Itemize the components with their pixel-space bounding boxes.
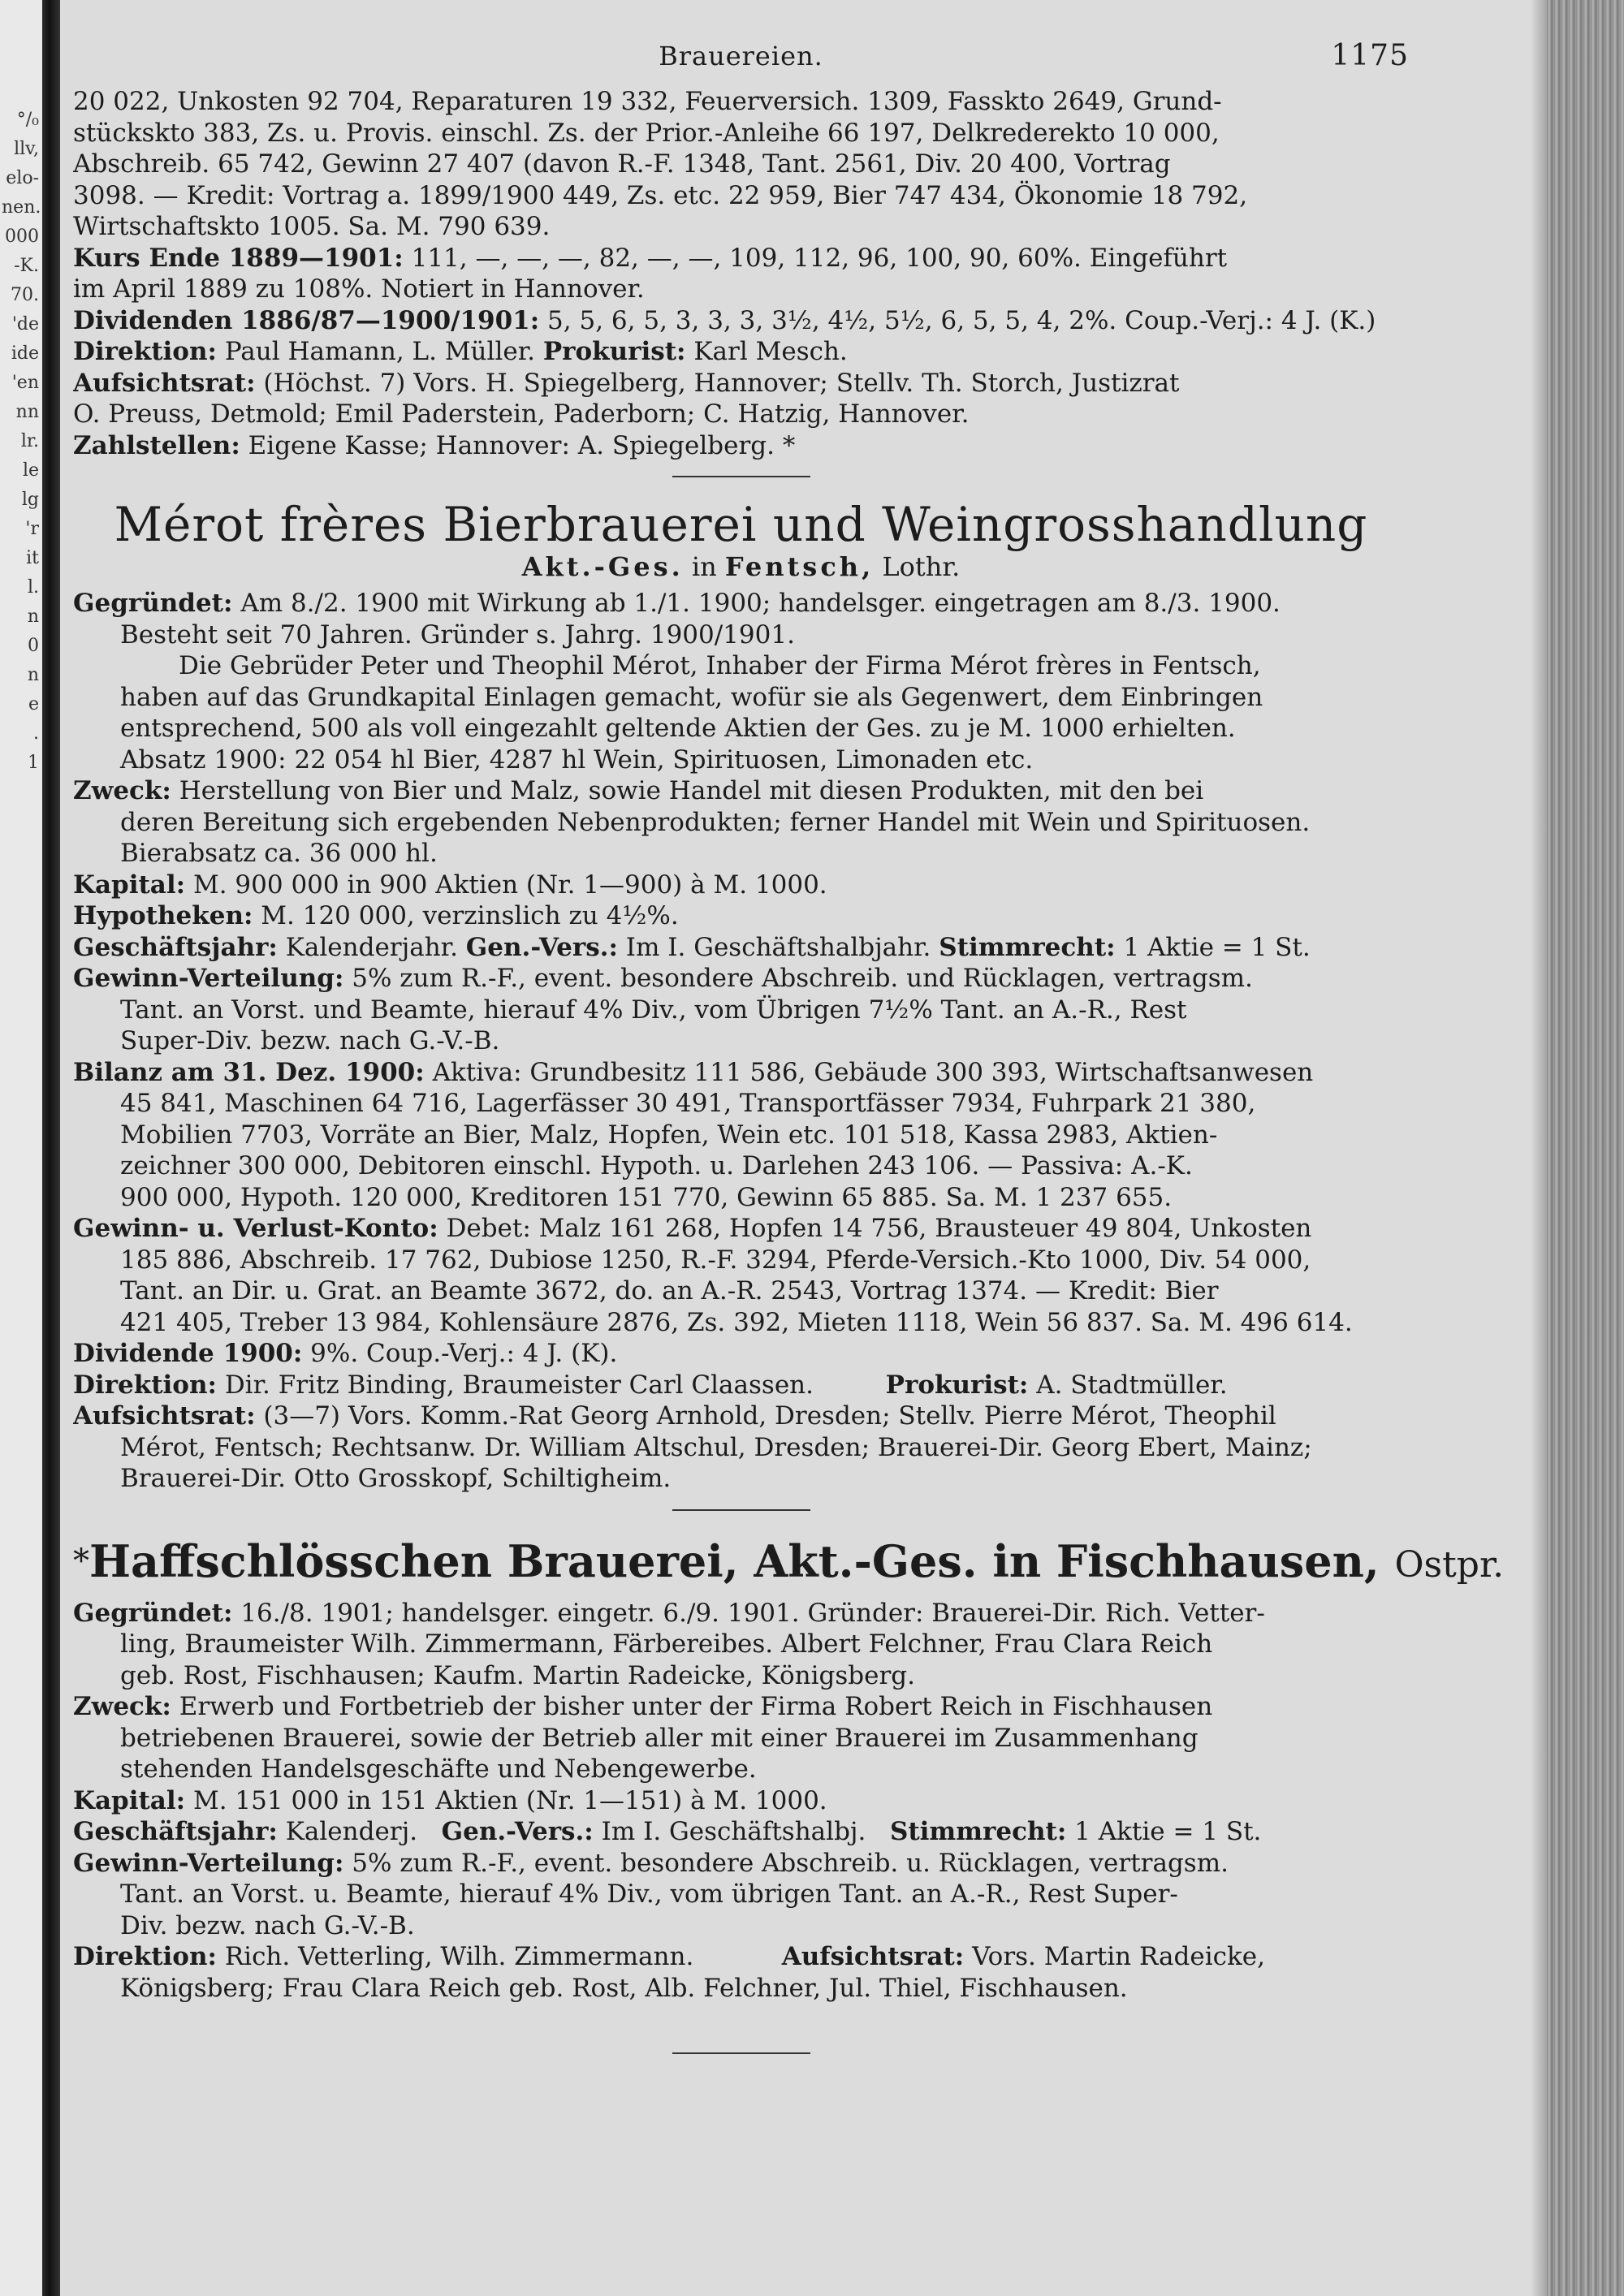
margin-fragment: 'de	[11, 314, 39, 334]
field-label: Zweck:	[73, 776, 171, 805]
field-label: Stimmrecht:	[889, 1817, 1067, 1846]
field-label: Aufsichtsrat:	[781, 1942, 965, 1971]
text-line: 421 405, Treber 13 984, Kohlensäure 2876, Zs. 392, Mieten 1118, Wein 56 837. Sa. M. 496 614.	[120, 1307, 1353, 1337]
left-margin-fragments	[2, 106, 39, 778]
text-line: Div. bezw. nach G.-V.-B.	[120, 1910, 415, 1940]
field-value: 5, 5, 6, 5, 3, 3, 3, 3½, 4½, 5½, 6, 5, 5, 4, 2%. Coup.-Verj.: 4 J. (K.)	[547, 305, 1376, 335]
direktion-line	[73, 1941, 1409, 1973]
text-line: Absatz 1900: 22 054 hl Bier, 4287 hl Wein, Spirituosen, Limonaden etc.	[120, 744, 1034, 775]
text-line: Tant. an Dir. u. Grat. an Beamte 3672, do. an A.-R. 2543, Vortrag 1374. — Kredit: Bier	[120, 1276, 1219, 1306]
text-line: Besteht seit 70 Jahren. Gründer s. Jahrg. 1900/1901.	[120, 619, 795, 650]
field-label: Kapital:	[73, 1785, 186, 1815]
page-edge-shadow	[1531, 0, 1547, 2296]
field-value: Am 8./2. 1900 mit Wirkung ab 1./1. 1900; handelsger. eingetragen am 8./3. 1900.	[240, 589, 1281, 618]
text-line: Super-Div. bezw. nach G.-V.-B.	[120, 1026, 500, 1055]
company-title	[73, 1534, 1505, 1591]
geschaeftsjahr-line	[73, 1816, 1409, 1848]
field-label: Direktion:	[73, 337, 217, 366]
field-value: Im I. Geschäftshalbjahr.	[625, 932, 931, 962]
text-line: entsprechend, 500 als voll eingezahlt geltende Aktien der Ges. zu je M. 1000 erhielten.	[120, 714, 1236, 743]
zweck-line	[73, 775, 1409, 807]
field-value: Herstellung von Bier und Malz, sowie Handel mit diesen Produkten, mit den bei	[179, 776, 1204, 805]
text-line: zeichner 300 000, Debitoren einschl. Hypoth. u. Darlehen 243 106. — Passiva: A.-K.	[120, 1151, 1193, 1180]
company-entry-merot	[73, 498, 1409, 1495]
margin-fragment: elo-	[6, 168, 39, 188]
text-line: geb. Rost, Fischhausen; Kaufm. Martin Radeicke, Königsberg.	[120, 1660, 915, 1690]
dividenden-line	[73, 305, 1409, 337]
margin-fragment: 'en	[11, 373, 39, 393]
text-line: Wirtschaftskto 1005. Sa. M. 790 639.	[73, 212, 551, 241]
margin-fragment: nn	[15, 402, 39, 422]
geschaeftsjahr-line	[73, 932, 1409, 964]
text-line: 45 841, Maschinen 64 716, Lagerfässer 30 491, Transportfässer 7934, Fuhrpark 21 380,	[120, 1089, 1256, 1118]
field-label: Aufsichtsrat:	[73, 1401, 256, 1431]
company-subtitle	[73, 550, 1409, 583]
direktion-line	[73, 1370, 1409, 1401]
margin-fragment: nen.	[2, 197, 41, 218]
kapital-line	[73, 870, 1409, 901]
company-title: Mérot frères Bierbrauerei und Weingrosshandlung	[114, 497, 1368, 552]
text-line: stückskto 383, Zs. u. Provis. einschl. Zs. der Prior.-Anleihe 66 197, Delkrederekto 10 000,	[73, 118, 1220, 148]
text-line: betriebenen Brauerei, sowie der Betrieb aller mit einer Brauerei im Zusammenhang	[120, 1723, 1199, 1753]
field-label: Dividende 1900:	[73, 1339, 303, 1368]
margin-fragment: l.	[27, 577, 39, 598]
gewinnverteilung-line	[73, 963, 1409, 995]
text-line: Tant. an Vorst. und Beamte, hierauf 4% Div., vom Übrigen 7½% Tant. an A.-R., Rest	[120, 995, 1187, 1025]
aufsichtsrat-line	[73, 1400, 1409, 1432]
text-line: im April 1889 zu 108%. Notiert in Hannover.	[73, 274, 645, 304]
field-value: Eigene Kasse; Hannover: A. Spiegelberg. *	[248, 430, 796, 460]
text-line: Königsberg; Frau Clara Reich geb. Rost, Alb. Felchner, Jul. Thiel, Fischhausen.	[120, 1973, 1128, 2003]
kurs-line	[73, 243, 1409, 274]
field-label: Gegründet:	[73, 1598, 233, 1628]
section-divider	[672, 1509, 810, 1511]
field-label: Hypotheken:	[73, 901, 253, 930]
field-value: 111, —, —, —, 82, —, —, 109, 112, 96, 100, 90, 60%. Eingeführt	[411, 243, 1228, 273]
dividende-line	[73, 1338, 1409, 1370]
margin-fragment: 70.	[11, 285, 39, 305]
field-label: Stimmrecht:	[939, 932, 1116, 962]
field-value: 5% zum R.-F., event. besondere Abschreib. u. Rücklagen, vertragsm.	[352, 1848, 1229, 1878]
margin-fragment: 'r	[25, 519, 39, 539]
margin-fragment: n	[27, 665, 39, 685]
text-line: Abschreib. 65 742, Gewinn 27 407 (davon R.-F. 1348, Tant. 2561, Div. 20 400, Vortrag	[73, 149, 1171, 179]
running-title: Brauereien.	[659, 41, 823, 71]
text-line: Tant. an Vorst. u. Beamte, hierauf 4% Div., vom übrigen Tant. an A.-R., Rest Super-	[120, 1880, 1178, 1909]
text-line: Die Gebrüder Peter und Theophil Mérot, Inhaber der Firma Mérot frères in Fentsch,	[179, 651, 1261, 680]
subtitle-city: Fentsch,	[724, 551, 875, 582]
margin-fragment: n	[27, 606, 39, 627]
text-line: Mérot, Fentsch; Rechtsanw. Dr. William Altschul, Dresden; Brauerei-Dir. Georg Ebert, Mainz;	[120, 1432, 1312, 1462]
subtitle-in: in	[691, 551, 717, 582]
field-label: Geschäftsjahr:	[73, 1817, 278, 1846]
text-line: Brauerei-Dir. Otto Grosskopf, Schiltigheim.	[120, 1464, 672, 1493]
text-line: 900 000, Hypoth. 120 000, Kreditoren 151 770, Gewinn 65 885. Sa. M. 1 237 655.	[120, 1182, 1173, 1212]
field-label: Geschäftsjahr:	[73, 932, 278, 962]
field-value: Aktiva: Grundbesitz 111 586, Gebäude 300 393, Wirtschaftsanwesen	[432, 1057, 1314, 1087]
field-value: Erwerb und Fortbetrieb der bisher unter der Firma Robert Reich in Fischhausen	[179, 1692, 1213, 1721]
field-label: Bilanz am 31. Dez. 1900:	[73, 1057, 425, 1087]
field-label: Prokurist:	[885, 1370, 1029, 1400]
field-label: Gegründet:	[73, 589, 233, 618]
text-line: haben auf das Grundkapital Einlagen gemacht, wofür sie als Gegenwert, dem Einbringen	[120, 682, 1263, 712]
page-content	[73, 39, 1505, 2069]
margin-fragment: e	[28, 694, 39, 714]
text-line: Mobilien 7703, Vorräte an Bier, Malz, Hopfen, Wein etc. 101 518, Kassa 2983, Aktien-	[120, 1120, 1218, 1150]
field-label: Dividenden 1886/87—1900/1901:	[73, 305, 540, 335]
book-binding-shadow	[42, 0, 60, 2296]
field-value: 5% zum R.-F., event. besondere Abschreib. und Rücklagen, vertragsm.	[352, 964, 1253, 993]
field-value: Kalenderj.	[285, 1817, 418, 1846]
field-label: Direktion:	[73, 1370, 217, 1400]
field-label: Kurs Ende 1889—1901:	[73, 243, 404, 273]
field-value: (3—7) Vors. Komm.-Rat Georg Arnhold, Dresden; Stellv. Pierre Mérot, Theophil	[263, 1401, 1276, 1431]
company-title-main: Haffschlösschen Brauerei, Akt.-Ges. in Fischhausen,	[89, 1534, 1380, 1587]
text-line: 3098. — Kredit: Vortrag a. 1899/1900 449, Zs. etc. 22 959, Bier 747 434, Ökonomie 18 792,	[73, 180, 1248, 210]
field-value: Kalenderjahr.	[285, 932, 458, 962]
margin-fragment: °/₀	[16, 110, 39, 130]
field-value: Paul Hamann, L. Müller.	[224, 337, 535, 366]
margin-fragment: lr.	[20, 431, 39, 451]
subtitle-region: Lothr.	[882, 551, 961, 582]
aufsichtsrat-line	[73, 368, 1409, 399]
field-value: M. 151 000 in 151 Aktien (Nr. 1—151) à M. 1000.	[192, 1785, 827, 1815]
field-value: Vors. Martin Radeicke,	[972, 1942, 1265, 1971]
field-value: 1 Aktie = 1 St.	[1123, 932, 1311, 962]
text-line: O. Preuss, Detmold; Emil Paderstein, Paderborn; C. Hatzig, Hannover.	[73, 399, 970, 429]
field-value: Debet: Malz 161 268, Hopfen 14 756, Brausteuer 49 804, Unkosten	[446, 1214, 1312, 1243]
text-line: stehenden Handelsgeschäfte und Nebengewerbe.	[120, 1754, 757, 1784]
field-label: Prokurist:	[542, 337, 686, 366]
field-value: Karl Mesch.	[693, 337, 848, 366]
bilanz-line	[73, 1057, 1409, 1089]
field-value: 9%. Coup.-Verj.: 4 J. (K).	[310, 1339, 618, 1368]
margin-fragment: 000	[5, 227, 39, 247]
field-value: M. 120 000, verzinslich zu 4½%.	[261, 901, 679, 930]
margin-fragment: it	[26, 548, 39, 568]
gewinnverteilung-line	[73, 1848, 1409, 1880]
gegruendet-line	[73, 588, 1409, 619]
margin-fragment: -K.	[14, 256, 39, 276]
section-continued-entry	[73, 86, 1409, 461]
text-line: ling, Braumeister Wilh. Zimmermann, Färbereibes. Albert Felchner, Frau Clara Reich	[120, 1629, 1213, 1659]
kapital-line	[73, 1785, 1409, 1817]
company-title-region: Ostpr.	[1394, 1543, 1505, 1586]
field-label: Gewinn-Verteilung:	[73, 1848, 344, 1878]
hypotheken-line	[73, 900, 1409, 932]
margin-fragment: lg	[21, 490, 39, 510]
field-value: 16./8. 1901; handelsger. eingetr. 6./9. 1901. Gründer: Brauerei-Dir. Rich. Vetter-	[240, 1598, 1265, 1628]
zweck-line	[73, 1691, 1409, 1723]
field-value: 1 Aktie = 1 St.	[1074, 1817, 1262, 1846]
gewinn-verlust-line	[73, 1213, 1409, 1245]
text-line: 185 886, Abschreib. 17 762, Dubiose 1250, R.-F. 3294, Pferde-Versich.-Kto 1000, Div. 54 000,	[120, 1245, 1311, 1275]
company-entry-haffschloesschen	[73, 1534, 1505, 2005]
text-line: Bierabsatz ca. 36 000 hl.	[120, 839, 438, 868]
subtitle-form: Akt.-Ges.	[521, 551, 684, 582]
field-label: Kapital:	[73, 870, 186, 900]
field-label: Gen.-Vers.:	[441, 1817, 594, 1846]
field-label: Zahlstellen:	[73, 430, 240, 460]
field-value: Im I. Geschäftshalbj.	[601, 1817, 866, 1846]
field-label: Gewinn- u. Verlust-Konto:	[73, 1214, 438, 1243]
running-header	[73, 41, 1409, 86]
zahlstellen-line	[73, 430, 1409, 462]
margin-fragment: 1	[28, 753, 39, 773]
field-label: Direktion:	[73, 1942, 217, 1971]
direktion-line	[73, 336, 1409, 368]
page-stack-edge	[1547, 0, 1624, 2296]
field-value: M. 900 000 in 900 Aktien (Nr. 1—900) à M. 1000.	[192, 870, 827, 900]
field-label: Zweck:	[73, 1692, 171, 1721]
field-label: Gen.-Vers.:	[465, 932, 618, 962]
field-value: Dir. Fritz Binding, Braumeister Carl Claassen.	[224, 1370, 814, 1400]
field-value: Rich. Vetterling, Wilh. Zimmermann.	[224, 1942, 694, 1971]
field-value: (Höchst. 7) Vors. H. Spiegelberg, Hannover; Stellv. Th. Storch, Justizrat	[263, 368, 1180, 398]
margin-fragment: llv,	[14, 139, 39, 159]
margin-fragment: 0	[28, 636, 39, 656]
gegruendet-line	[73, 1598, 1409, 1629]
section-divider	[672, 476, 810, 477]
field-label: Aufsichtsrat:	[73, 368, 256, 398]
margin-fragment: .	[33, 723, 39, 744]
margin-fragment: le	[22, 460, 39, 481]
field-value: A. Stadtmüller.	[1036, 1370, 1228, 1400]
new-entry-star: *	[73, 1542, 89, 1580]
margin-fragment: ide	[11, 343, 39, 364]
text-line: deren Bereitung sich ergebenden Nebenprodukten; ferner Handel mit Wein und Spirituosen.	[120, 807, 1311, 837]
field-label: Gewinn-Verteilung:	[73, 964, 344, 993]
text-line: 20 022, Unkosten 92 704, Reparaturen 19 332, Feuerversich. 1309, Fasskto 2649, Grund-	[73, 87, 1222, 116]
section-divider	[672, 2052, 810, 2054]
page-number: 1175	[1331, 39, 1409, 72]
